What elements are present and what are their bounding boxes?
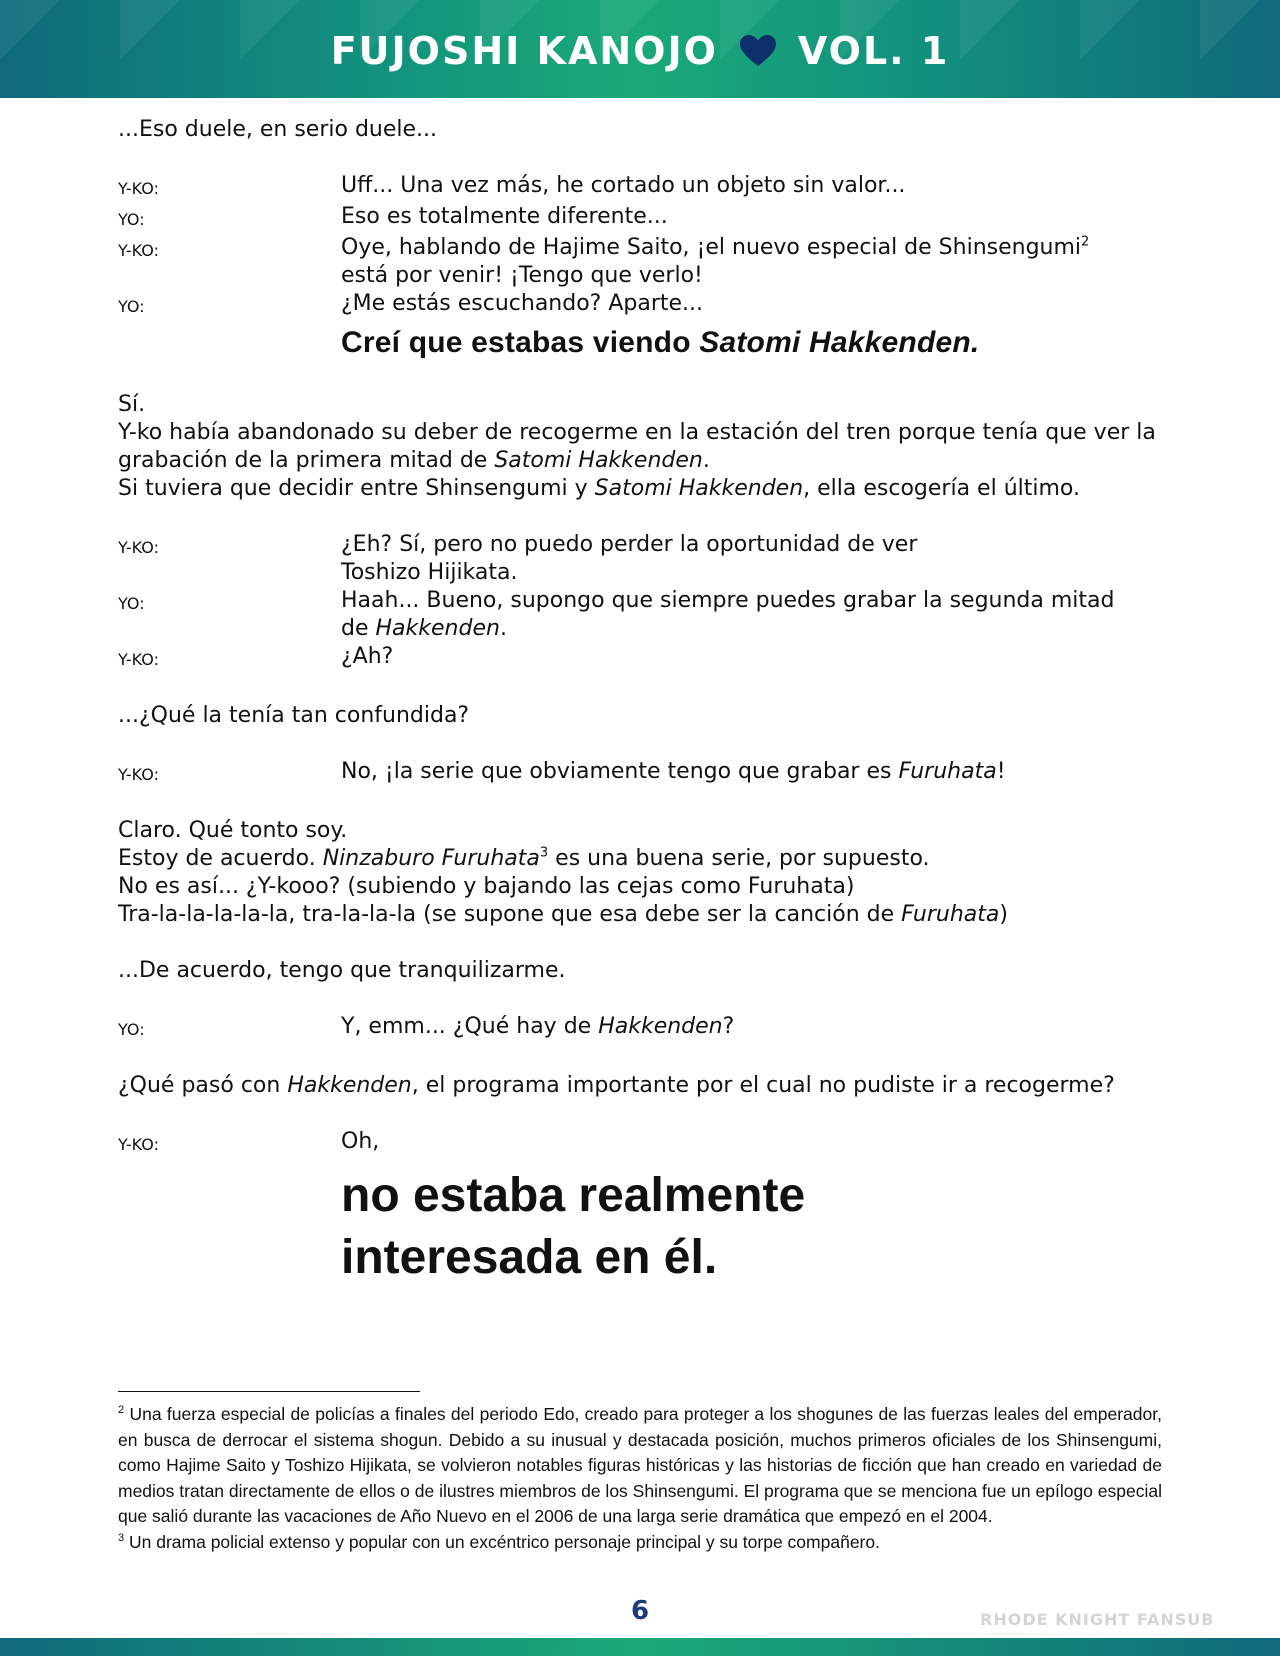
footnote-3: $^3$ Un drama policial extenso y popular con un excéntrico personaje principal y su torpe compañero. <box>118 1531 880 1552</box>
narration-paragraph: Tra-la-la-la-la-la, tra-la-la-la (se supone que esa debe ser la canción de Furuhata) <box>118 902 1008 927</box>
dialogue-line <box>118 203 1168 234</box>
dialogue-text: Oye, hablando de Hajime Saito, ¡el nuevo especial de Shinsengumi$^2$ está por venir! ¡Tengo que verlo! <box>341 234 1090 288</box>
footer-bar <box>0 1638 1280 1656</box>
header-title-left: FUJOSHI KANOJO <box>330 29 718 73</box>
speaker-label: YO: <box>118 594 145 613</box>
dialogue-line <box>118 1013 1168 1044</box>
heart-icon <box>740 35 776 67</box>
footnote-2: $^2$ Una fuerza especial de policías a finales del periodo Edo, creado para proteger a los shogunes de las fuerzas leales del emperador, en busca de derrocar el sistema shogun. Debido a su inusual y destacada posición, muchos primeros oficiales de los Shinsengumi, como Hajime Saito y Toshizo Hijikata, se volvieron notables figuras históricas y las historias de ficción que han creado en variedad de medios tratan directamente de ellos o de ilustres miembros de los Shinsengumi. El programa que se menciona fue un epílogo especial que salió durante las vacaciones de Año Nuevo en el 2006 de una larga serie dramática que empezó en el 2004. <box>118 1404 1162 1527</box>
speaker-label: Y-KO: <box>118 1135 159 1154</box>
footnotes <box>118 1402 1162 1556</box>
dialogue-line <box>118 172 1168 203</box>
header-title <box>331 29 950 73</box>
narration-paragraph: ...Eso duele, en serio duele... <box>118 117 438 142</box>
dialogue-text: Y, emm... ¿Qué hay de Hakkenden? <box>341 1014 735 1039</box>
header-title-right: VOL. 1 <box>797 29 950 73</box>
speaker-label: Y-KO: <box>118 765 159 784</box>
dialogue-text: Uff... Una vez más, he cortado un objeto sin valor... <box>341 173 906 198</box>
speaker-label: YO: <box>118 210 145 229</box>
narration-paragraph: ...De acuerdo, tengo que tranquilizarme. <box>118 958 566 983</box>
narration-paragraph: Sí. <box>118 392 146 417</box>
narration-paragraph: Si tuviera que decidir entre Shinsengumi y Satomi Hakkenden, ella escogería el último. <box>118 476 1080 501</box>
narration-paragraph: No es así... ¿Y-kooo? (subiendo y bajando las cejas como Furuhata) <box>118 874 855 899</box>
dialogue-line <box>118 1128 1168 1159</box>
narration-paragraph: Claro. Qué tonto soy. <box>118 818 348 843</box>
footnote-divider <box>118 1391 420 1392</box>
speaker-label: Y-KO: <box>118 650 159 669</box>
dialogue-text: Oh, <box>341 1129 380 1154</box>
dialogue-line <box>118 531 1168 587</box>
dialogue-text: ¿Me estás escuchando? Aparte... <box>341 291 704 316</box>
dialogue-text: No, ¡la serie que obviamente tengo que grabar es Furuhata! <box>341 759 1006 784</box>
footnote-ref: 2 <box>1081 234 1090 250</box>
dialogue-text: ¿Ah? <box>341 644 394 669</box>
speaker-label: YO: <box>118 297 145 316</box>
narration-paragraph: Y-ko había abandonado su deber de recogerme en la estación del tren porque tenía que ver la grabación de la primera mitad de Satomi Hakkenden. <box>118 420 1156 473</box>
page-header <box>0 0 1280 98</box>
dialogue-line <box>118 643 1168 674</box>
dialogue-text: Eso es totalmente diferente... <box>341 204 668 229</box>
narration-paragraph: ¿Qué pasó con Hakkenden, el programa importante por el cual no pudiste ir a recogerme? <box>118 1073 1115 1098</box>
dialogue-text: Haah... Bueno, supongo que siempre puedes grabar la segunda mitad de Hakkenden. <box>341 588 1115 641</box>
footnote-ref: 3 <box>539 845 549 861</box>
dialogue-line <box>118 290 1168 321</box>
emphasized-line: Creí que estabas viendo Satomi Hakkenden. <box>341 326 980 359</box>
page-number: 6 <box>630 1596 650 1626</box>
speaker-label: Y-KO: <box>118 241 159 260</box>
emphasized-line: no estaba realmente interesada en él. <box>341 1169 806 1284</box>
speaker-label: YO: <box>118 1020 145 1039</box>
dialogue-line <box>118 234 1168 290</box>
narration-paragraph: Estoy de acuerdo. Ninzaburo Furuhata$^3$ es una buena serie, por supuesto. <box>118 845 930 871</box>
fansub-credit: RHODE KNIGHT FANSUB <box>980 1610 1215 1629</box>
dialogue-line <box>118 758 1168 789</box>
speaker-label: Y-KO: <box>118 538 159 557</box>
narration-paragraph: ...¿Qué la tenía tan confundida? <box>118 703 470 728</box>
speaker-label: Y-KO: <box>118 179 159 198</box>
dialogue-text: ¿Eh? Sí, pero no puedo perder la oportunidad de ver Toshizo Hijikata. <box>341 532 918 585</box>
dialogue-line <box>118 587 1168 643</box>
page-body <box>118 116 1168 1289</box>
